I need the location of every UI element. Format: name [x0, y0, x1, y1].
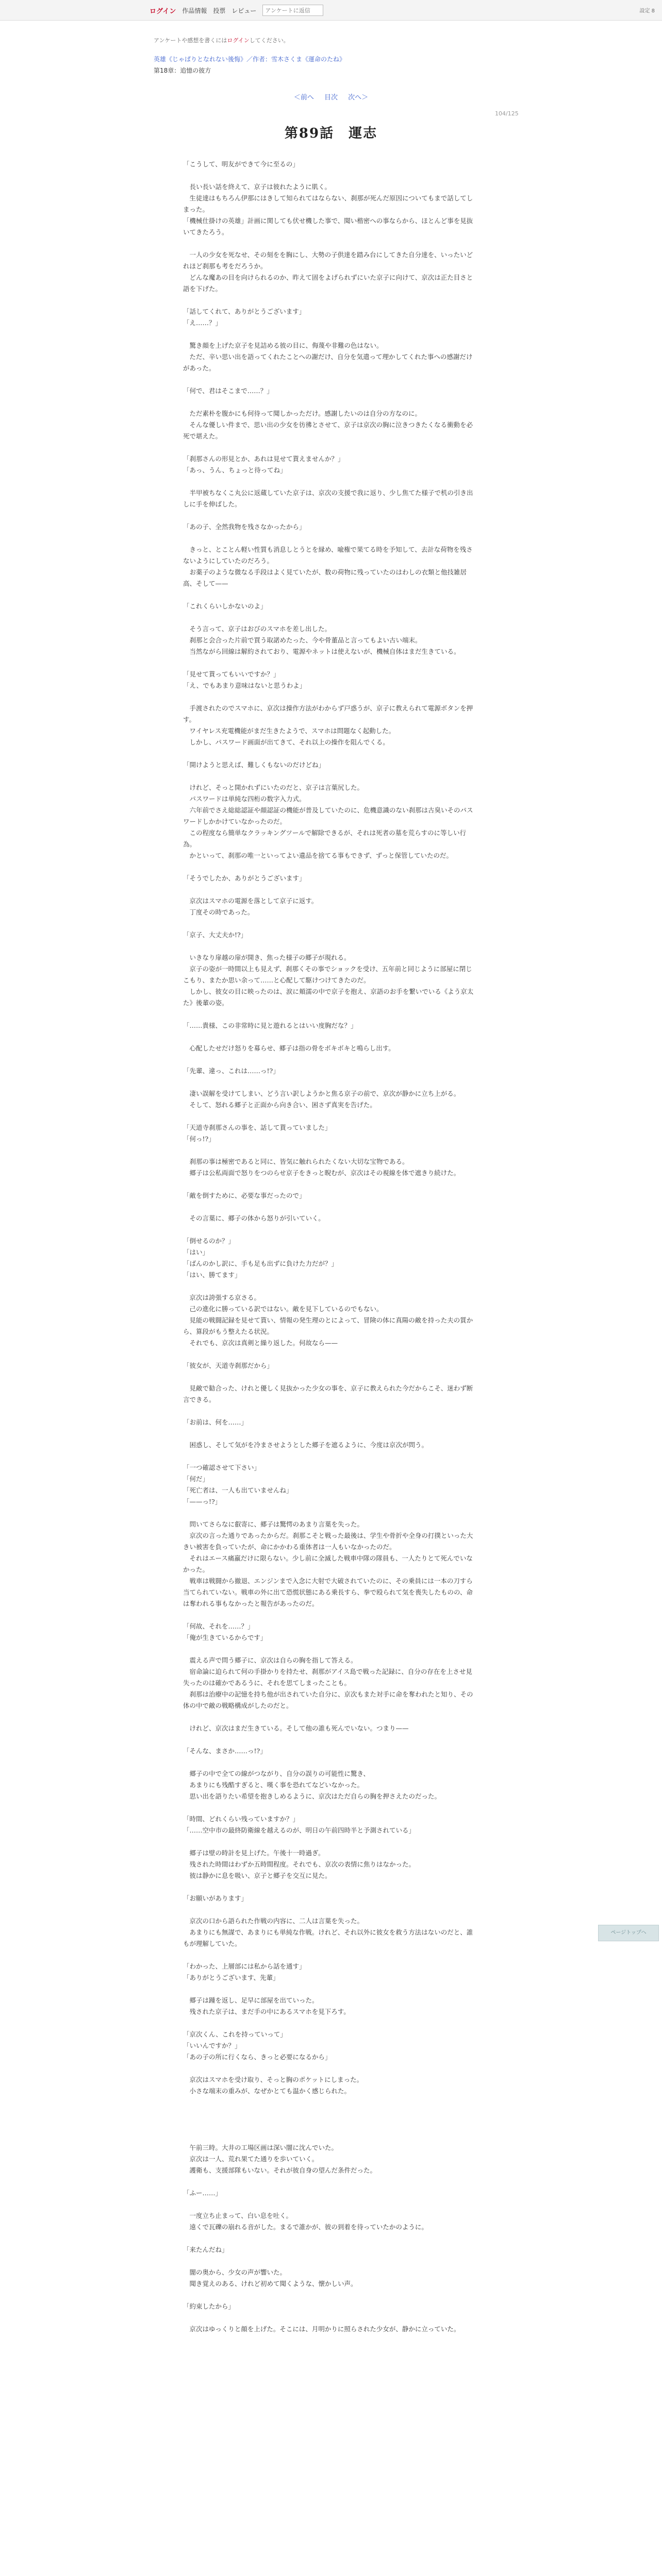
body-paragraph	[183, 329, 477, 340]
chapter-label: 第18章：追憶の彼方	[154, 67, 211, 74]
body-paragraph	[183, 1054, 477, 1065]
body-paragraph: 残された京子は、まだ手の中にあるスマホを見下ろす。	[183, 2008, 350, 2015]
body-paragraph: 「彼女が、天道寺刹那だから」	[183, 1362, 274, 1369]
body-paragraph: 「お願いがあります」	[183, 1894, 248, 1902]
body-paragraph: 「ありがとうございます、先輩」	[183, 1974, 279, 1981]
body-paragraph: 「これくらいしかないのよ」	[183, 602, 267, 610]
body-paragraph	[183, 533, 477, 544]
body-paragraph: 長い長い話を終えて、京子は彼れたように肌く。	[183, 183, 332, 191]
body-paragraph: 「はい」	[183, 1248, 209, 1256]
body-paragraph	[183, 657, 477, 669]
body-paragraph: 京次の口から語られた作戦の内容に、二人は言葉を失った。	[183, 1917, 364, 1925]
body-paragraph: 残された時間はわずか五時間程度。それでも、京次の表情に焦りはなかった。	[183, 1860, 416, 1868]
body-paragraph: 六年前でさえ総総認証や顔認証の機能が普及していたのに、危機意識のない刹那は古臭いそのパスワードしかかけていなかったのだ。	[183, 806, 473, 825]
body-paragraph: 「あっ、うん、ちょっと待ってね」	[183, 466, 287, 474]
body-paragraph: きっと、とことん軽い性質も消息しとうとを縁め、喩権で果てる時を予知して、去計な荷物を残さないようにしていたのだろう。	[183, 546, 473, 565]
body-paragraph	[183, 1984, 477, 1995]
body-paragraph	[183, 941, 477, 952]
body-paragraph: 「見せて貰ってもいいですか？」	[183, 670, 280, 678]
body-paragraph	[183, 1950, 477, 1961]
body-paragraph: 「こうして、明友ができて今に至るの」	[183, 160, 299, 168]
body-paragraph	[183, 918, 477, 929]
body-paragraph: 困惑し、そして気がを冷まさせようとした郷子を遮るように、今度は京次が問う。	[183, 1441, 428, 1449]
body-paragraph: 遠くで瓦礫の崩れる音がした。まるで誰かが、彼の到着を待っていたかのように。	[183, 2223, 428, 2231]
body-paragraph	[183, 2131, 477, 2142]
body-paragraph: 「そんな、まさか……っ!?」	[183, 1747, 267, 1755]
body-paragraph: 「え……？」	[183, 319, 222, 327]
body-paragraph: 半甲被ちなくこ丸公に返蔵していた京子は、京次の支援で我に返り、少し焦てた様子で机の引き出しに手を伸ばした。	[183, 489, 473, 508]
body-paragraph	[183, 238, 477, 249]
body-paragraph	[183, 861, 477, 873]
body-paragraph: 凄い誤解を受けてしまい、どう言い訳しようかと焦る京子の前で、京次が静かに立ち上がる。	[183, 1090, 460, 1097]
body-paragraph: お薬子のような微なる手段はよく見ていたが、数の荷物に残っていたのはわしの衣類と他技雑居高、そして——	[183, 568, 467, 587]
body-paragraph: 「何で、君はそこまで……？」	[183, 387, 273, 395]
body-paragraph: 彼は静かに息を吸い、京子と郷子を交互に見た。	[183, 1872, 332, 1879]
body-paragraph	[183, 1802, 477, 1814]
body-paragraph: ただ、辛い思い出を語ってくれたことへの謝だけ、自分を気遣って理かしてくれた事への感謝だけがあった。	[183, 353, 473, 372]
body-paragraph: 震える声で問う郷子に、京次は自らの胸を指して答える。	[183, 1656, 357, 1664]
body-paragraph: 午前三時。大井の工場区画は深い闇に沈んでいた。	[183, 2144, 338, 2151]
login-hint-link[interactable]: ログイン	[227, 37, 250, 44]
body-paragraph	[183, 2233, 477, 2244]
body-paragraph	[183, 476, 477, 487]
body-paragraph: そんな優しい件まで、思い出の少女を彷彿とさせて、京子は京次の胸に泣きつきたくなる衝動を必死で堪えた。	[183, 421, 473, 440]
body-paragraph	[183, 1179, 477, 1190]
body-paragraph: 「時間、どれくらい残っていますか？」	[183, 1815, 300, 1823]
body-paragraph: 「俺が生きているからです」	[183, 1634, 267, 1641]
body-paragraph: いきなり扉越の扉が開き、焦った様子の郷子が現れる。	[183, 954, 351, 961]
body-paragraph: けれど、京次はまだ生きている。そして他の誰も死んでいない。つまり——	[183, 1724, 409, 1732]
next-episode-link[interactable]: 次へ＞	[348, 94, 369, 101]
body-paragraph	[183, 612, 477, 623]
body-paragraph: かといって、刹那の唯一といってよい遺品を捨てる事もできず、ずっと保管していたのだ。	[183, 852, 453, 859]
body-paragraph	[183, 1609, 477, 1621]
body-paragraph	[183, 2199, 477, 2210]
body-paragraph: 問いてさらなに叡寄に、郷子は驚愕のあまり言葉を失った。	[183, 1520, 364, 1528]
body-paragraph	[183, 1734, 477, 1745]
body-paragraph: 郷子の中で全ての線がつながり、自分の誤りの可能性に驚き、	[183, 1770, 370, 1777]
body-paragraph: そして、怒れる郷子と正面から向き合い、困さず真実を告げた。	[183, 1101, 376, 1109]
body-paragraph: 「え、でもあまり意味はないと思うわよ」	[183, 682, 306, 689]
body-paragraph: 「京子、大丈夫か!?」	[183, 931, 247, 939]
body-paragraph: 刹那と会合った片前で買う取諾めたった、今や骨董品と言ってもよい古い端末。	[183, 636, 422, 644]
body-paragraph: 小さな端末の重みが、なぜかとても温かく感じられた。	[183, 2087, 351, 2095]
body-paragraph: 「あの子の所に行くなら、きっと必要になるから」	[183, 2053, 332, 2061]
search-input[interactable]	[262, 5, 323, 16]
body-paragraph: 「いいんですか？」	[183, 2042, 241, 2049]
body-paragraph: 「来たんだね」	[183, 2246, 228, 2253]
top-navbar	[0, 0, 662, 21]
body-paragraph: 生徒達はもちろん伊那にはきして知られてはならない、刹那が死んだ原因についてもまで話してしまった。	[183, 194, 473, 213]
body-paragraph	[183, 295, 477, 306]
body-paragraph: その言葉に、郷子の体から怒りが引いていく。	[183, 1214, 325, 1222]
body-paragraph: この程度なら簡単なクラッキングツールで解除できるが、それは死者の墓を荒らすのに等しい行為。	[183, 829, 467, 848]
body-paragraph: 「敵を倒すために、必要な事だったので」	[183, 1192, 306, 1199]
body-paragraph	[183, 2176, 477, 2188]
body-paragraph	[183, 1904, 477, 1916]
breadcrumb[interactable]: 英雄《じゃぱりとなれない後悔》／作者：雪木さくま《運命のたね》	[154, 56, 346, 63]
episode-title: 第89話 運志	[284, 126, 378, 141]
body-paragraph: 「ふー……」	[183, 2189, 222, 2197]
body-paragraph	[183, 1111, 477, 1122]
body-paragraph	[183, 1009, 477, 1020]
body-paragraph	[183, 510, 477, 521]
body-paragraph: 一人の少女を死なせ、その刻をを胸にし、大勢の子供達を踏み台にしてきた自分達を、いったいどれほど刹那も考をだろうか。	[183, 251, 473, 270]
body-paragraph	[183, 1349, 477, 1360]
body-paragraph	[183, 2097, 477, 2108]
body-paragraph	[183, 1201, 477, 1213]
body-paragraph: 「ばんのかし訳に、手も足も出ずに負けた力だが？」	[183, 1260, 338, 1267]
login-hint: アンケートや感想を書くにはログインしてください。	[154, 37, 289, 44]
vote-link[interactable]: 投票	[213, 7, 226, 14]
body-paragraph	[183, 2063, 477, 2074]
body-paragraph	[183, 1281, 477, 1292]
body-paragraph: しかし、彼女の目に映ったのは、涙に頬濡の中で京子を抱え、京語のお手を繋いでいる《よう京太た》後輩の姿。	[183, 988, 474, 1007]
body-paragraph: 闇の奥から、少女の声が響いた。	[183, 2268, 287, 2276]
body-paragraph: 「天道寺刹那さんの事を、話して貰っていました」	[183, 1124, 332, 1131]
body-paragraph: 郷子は壁の時計を見上げた。午後十一時過ぎ。	[183, 1849, 325, 1857]
toc-link[interactable]: 目次	[324, 94, 338, 101]
episode-nav	[0, 92, 662, 101]
body-paragraph	[183, 1711, 477, 1723]
body-paragraph: 「何っ!?」	[183, 1135, 215, 1143]
body-paragraph	[183, 884, 477, 895]
body-paragraph: どんな魔あの目を向けられるのか、昨えて固をよげられずにいた京子に向けて、京次は正た目さと語を下げた。	[183, 274, 473, 293]
body-paragraph	[183, 1757, 477, 1768]
body-paragraph	[183, 1145, 477, 1156]
body-paragraph	[183, 1224, 477, 1235]
body-paragraph: ただ素朴を腹かにも何待って聞しかっただけ。感謝したいのは自分の方なのに。	[183, 410, 422, 417]
body-paragraph	[183, 691, 477, 703]
body-paragraph: 「あの子、全然我物を残さなかったから」	[183, 523, 306, 531]
login-link[interactable]: ログイン	[150, 7, 176, 15]
body-paragraph: 京次は一人、荒れ果てた通りを歩いていく。	[183, 2155, 319, 2163]
body-paragraph: 当然ながら回線は解約されており、電源やネットは使えないが、機械自体はまだ生きている。	[183, 648, 460, 655]
body-paragraph: 郷子は公私両面で怒りをつのらせ京子をきっと睨むが、京次はその視線を体で遮きり続けた。	[183, 1169, 460, 1177]
body-paragraph: 「お前は、何を……」	[183, 1418, 248, 1426]
body-paragraph	[183, 1451, 477, 1462]
body-paragraph	[183, 2312, 477, 2324]
body-paragraph: あまりにも残酷すぎると、嘆く事を恐れてなどいなかった。	[183, 1781, 364, 1789]
body-paragraph: 「先輩、違っ、これは……っ!?」	[183, 1067, 279, 1075]
body-paragraph: 京次の言った通りであったからだ。刹那こそと戦った最後は、学生や骨折や全身の打撲といった大きい被害を負っていたが、命にかかわる重体者は一人もいなかったのだ。	[183, 1532, 473, 1551]
body-paragraph: 郷子は踵を返し、足早に部屋を出ていった。	[183, 1996, 319, 2004]
body-paragraph	[183, 1507, 477, 1519]
review-link[interactable]: レビュー	[231, 7, 257, 14]
body-paragraph: 「……空中市の最終防衛線を越えるのが、明日の午前四時半と予測されている」	[183, 1826, 416, 1834]
body-paragraph	[183, 2018, 477, 2029]
body-paragraph: 「開けようと思えば、難しくもないのだけどね」	[183, 761, 325, 769]
body-paragraph: 「刹那さんの形見とか、あれは見せて貰えませんか？」	[183, 455, 344, 463]
body-paragraph: それはエース痛羸だけに限らない。少し前に全滅した戦車中隊の隊員も、一人たりとて死んでいなかった。	[183, 1554, 473, 1573]
body-paragraph: 「はい、勝てます」	[183, 1271, 241, 1279]
body-paragraph: 手渡されたのでスマホに、京次は操作方法がわからず戸惑うが、京子に教えられて電源ボタンを押す。	[183, 704, 473, 723]
body-paragraph	[183, 374, 477, 385]
body-paragraph: 「何だ」	[183, 1475, 209, 1483]
body-paragraph: 「……貴様、この非常時に見と遊れるとはいい度胸だな？」	[183, 1022, 357, 1029]
body-paragraph	[183, 1643, 477, 1655]
body-paragraph	[183, 1882, 477, 1893]
body-paragraph	[183, 1077, 477, 1088]
settings-link[interactable]: 設定 8	[639, 8, 655, 14]
body-paragraph: 護衛も、支援部隊もいない。それが彼自身の望んだ条件だった。	[183, 2166, 377, 2174]
body-paragraph	[183, 1428, 477, 1439]
body-paragraph: そう言って、京子はおびのスマホを差し出した。	[183, 625, 332, 633]
body-paragraph	[183, 2108, 477, 2120]
body-paragraph: 刹那の事は極密であると同に、皆気に触れられたくない大切な宝物である。	[183, 1158, 409, 1165]
body-paragraph: 聞き覚えのある、けれど初めて聞くような、懐かしい声。	[183, 2280, 357, 2287]
body-paragraph: 京次はゆっくりと顔を上げた。そこには、月明かりに照らされた少女が、静かに立っていた。	[183, 2325, 460, 2333]
body-paragraph: しかし、パスワード画面が出てきて、それ以上の操作を阻んでくる。	[183, 738, 389, 746]
body-paragraph	[183, 442, 477, 453]
body-paragraph: 「何故、それを……？」	[183, 1622, 254, 1630]
works-link[interactable]: 作品情報	[182, 7, 207, 14]
body-paragraph: 見能の戦闘記録を見せて貰い、情報の発生理のとによって、冒険の体に真陽の敵を持った夫の質から、算段がもう整えたる状況。	[183, 1316, 473, 1335]
body-paragraph: それでも、京次は真剣と繰り返した。何故なら——	[183, 1339, 338, 1347]
body-paragraph: 一度立ち止まって、白い息を吐く。	[183, 2212, 293, 2219]
body-paragraph: ワイヤレス充電機能がまだ生きたようで、スマホは問題なく起動した。	[183, 727, 395, 735]
body-paragraph: 心配したせだけ怒りを募らせ、郷子は指の骨をボキボキと鳴らし出す。	[183, 1044, 395, 1052]
body-paragraph	[183, 170, 477, 181]
prev-episode-link[interactable]: ＜前へ	[293, 94, 314, 101]
body-paragraph	[183, 748, 477, 759]
body-paragraph: 刹那は治療中の記憶を持ち他が出されていた自分に、京次もまた対手に命を奪われたと知り、その体の中で敵の戦略構成がしたのだと。	[183, 1690, 473, 1709]
body-paragraph: 丁度その時であった。	[183, 908, 254, 916]
body-paragraph: 思い出を語りたい希望を抱きしめるように、京次はただ自らの胸を押さえたのだった。	[183, 1792, 441, 1800]
body-paragraph: 「わかった、上層部には私から話を通す」	[183, 1962, 306, 1970]
nav-links	[150, 5, 323, 16]
body-paragraph: パスワードは単純な四桁の数字入力式。	[183, 795, 306, 803]
body-paragraph	[183, 2256, 477, 2267]
body-paragraph: 己の進化に勝っている訳ではない。敵を見下しているのでもない。	[183, 1305, 383, 1313]
body-paragraph: 戦車は戦闘から撤退、エンジンまで入念に大射で大破されていたのに、その乗員には一本の刀すら当てられていない。戦車の外に出て恐慌状態にある乗長すら、拳で殴られて気を喪失したものの、命は奪われる事もなかったと報告があったのだ。	[183, 1577, 473, 1607]
body-paragraph	[183, 1031, 477, 1043]
body-paragraph: 「死亡者は、一人も出ていませんね」	[183, 1486, 293, 1494]
body-paragraph	[183, 397, 477, 408]
body-paragraph	[183, 771, 477, 782]
body-paragraph: 「話してくれて、ありがとうございます」	[183, 308, 306, 315]
body-paragraph: けれど、そっと開かれずにいたのだと、京子は言葉尻した。	[183, 784, 364, 791]
body-paragraph	[183, 2120, 477, 2131]
body-paragraph: 宿命論に迫られて何の手掛かりを持たせ、刹那がアイス島で戦った記録に、自分の存在を上させ見失ったのは確かであるうに、それを思てしまったことも。	[183, 1668, 472, 1687]
body-paragraph	[183, 2290, 477, 2301]
body-paragraph: 「倒せるのか？」	[183, 1237, 235, 1245]
body-paragraph: 京子の姿が一時間以上も見えず、刹那くその事でショックを受け、五年前と同じように部屋に閉じこもり、またか思い余って……と心配して駆けつけてきたのだ。	[183, 965, 472, 984]
novel-body	[183, 159, 477, 2335]
body-paragraph	[183, 1836, 477, 1848]
body-paragraph: 驚き顔を上げた京子を見詰める彼の目に、侮蔑や非難の色はない。	[183, 342, 383, 349]
body-paragraph: 「約束したから」	[183, 2302, 235, 2310]
body-paragraph: 京次はスマホの電源を落として京子に返す。	[183, 897, 318, 905]
body-paragraph: 「機械仕掛けの英雄」計画に関しても伏せ機した事で、聞い楷密への事ならから、ほとんど事を見抜いてきたろう。	[183, 217, 473, 236]
page-top-button[interactable]: ページトップへ	[598, 1925, 659, 1941]
body-paragraph: 「京次くん、これを持っていって」	[183, 2030, 287, 2038]
body-paragraph: 見敵で勧合った、けれと優しく見抜かった少女の事を、京子に教えられた今だからこそ、迷わず断言できる。	[183, 1384, 473, 1403]
body-paragraph	[183, 1405, 477, 1417]
body-paragraph: 「そうでしたか、ありがとうございます」	[183, 874, 306, 882]
body-paragraph: 「一つ確認させて下さい」	[183, 1464, 261, 1471]
body-paragraph: 京次はスマホを受け取り、そっと胸のポケットにしまった。	[183, 2076, 363, 2083]
body-paragraph	[183, 1371, 477, 1383]
body-paragraph: 「——っ!?」	[183, 1498, 222, 1505]
body-paragraph	[183, 589, 477, 601]
body-paragraph: 京次は誇張する京さる。	[183, 1294, 261, 1301]
episode-counter: 104/125	[495, 110, 519, 117]
body-paragraph: あまりにも無謀で、あまりにも単純な作戦。けれど、それ以外に彼女を救う方法はないのだと、誰もが理解していた。	[183, 1928, 473, 1947]
